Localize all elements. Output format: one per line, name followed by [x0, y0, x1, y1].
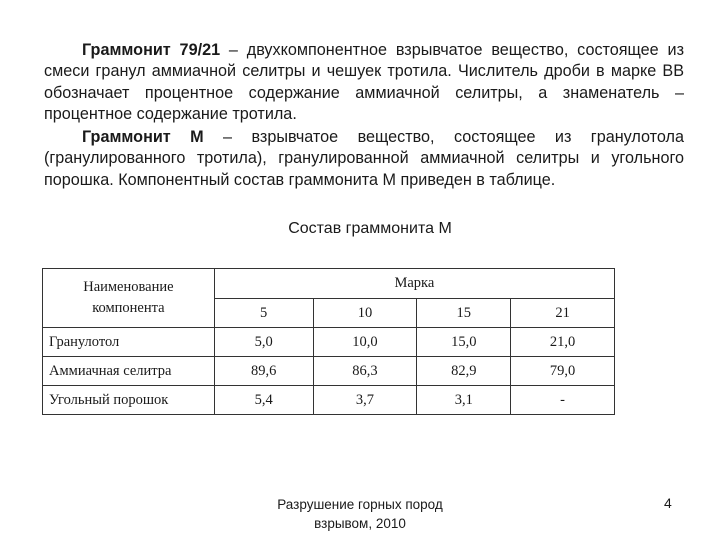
- page-number: 4: [664, 495, 672, 511]
- header-component: [43, 269, 215, 328]
- table-row: [43, 328, 615, 357]
- row-name: Угольный порошок: [43, 386, 215, 415]
- grade-cell: 15: [417, 299, 511, 328]
- value-cell: 79,0: [511, 357, 615, 386]
- value-cell: 3,1: [417, 386, 511, 415]
- value-cell: 86,3: [313, 357, 417, 386]
- paragraph-1-text: – двухкомпонентное взрывчатое вещество, состоящее из смеси гранул аммиачной селитры и чешуек тротила. Числитель дроби в марке ВВ обозначает процентное содержание аммиачной селитры, а знаменатель – процентное содержание тротила.: [44, 41, 684, 124]
- grade-cell: 21: [511, 299, 615, 328]
- term-grammonit-79-21: Граммонит 79/21: [82, 41, 221, 59]
- value-cell: 89,6: [214, 357, 313, 386]
- paragraph-2-text: – взрывчатое вещество, состоящее из гранулотола (гранулированного тротила), гранулированной аммиачной селитры и угольного порошка. Компонентный состав граммонита М приведен в таблице.: [44, 128, 684, 189]
- row-name: Аммиачная селитра: [43, 357, 215, 386]
- composition-table: [42, 268, 615, 415]
- row-name: Гранулотол: [43, 328, 215, 357]
- table-row: [43, 357, 615, 386]
- value-cell: -: [511, 386, 615, 415]
- value-cell: 3,7: [313, 386, 417, 415]
- value-cell: 21,0: [511, 328, 615, 357]
- paragraph-grammonit-m: [44, 127, 684, 191]
- value-cell: 10,0: [313, 328, 417, 357]
- value-cell: 82,9: [417, 357, 511, 386]
- table-header-row: [43, 269, 615, 299]
- slide-footer: [0, 495, 720, 533]
- footer-line1: Разрушение горных пород: [277, 497, 443, 512]
- grade-cell: 5: [214, 299, 313, 328]
- value-cell: 5,0: [214, 328, 313, 357]
- header-component-line2: компонента: [92, 300, 165, 316]
- value-cell: 15,0: [417, 328, 511, 357]
- table-row: [43, 386, 615, 415]
- header-grade: Марка: [214, 269, 614, 299]
- term-grammonit-m: Граммонит М: [82, 128, 204, 146]
- table-caption: Состав граммонита М: [288, 220, 452, 237]
- paragraph-grammonit-79-21: [44, 40, 684, 126]
- footer-line2: взрывом, 2010: [314, 516, 406, 531]
- grade-cell: 10: [313, 299, 417, 328]
- value-cell: 5,4: [214, 386, 313, 415]
- header-component-line1: Наименование: [83, 279, 174, 295]
